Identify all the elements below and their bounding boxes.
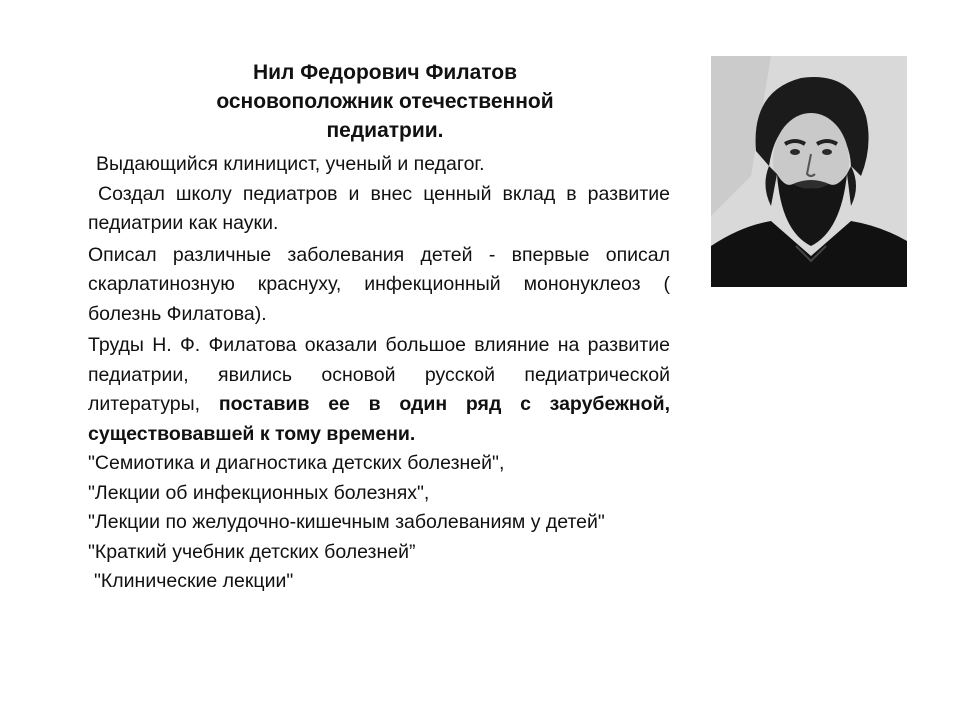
portrait-drawing: [711, 56, 907, 287]
title-line-2: основоположник отечественной: [216, 90, 554, 113]
slide-title: [150, 58, 620, 145]
paragraph-clinician: Выдающийся клиницист, ученый и педагог.: [96, 153, 485, 175]
paragraph-influence: [88, 331, 670, 449]
title-line-1: Нил Федорович Филатов: [252, 61, 518, 84]
work-semiotics: "Семиотика и диагностика детских болезней",: [88, 452, 505, 474]
paragraph-school: Создал школу педиатров и внес ценный вклад в развитие педиатрии как науки.: [88, 182, 670, 234]
influence-text: Труды Н. Ф. Филатова оказали большое влияние на развитие педиатрии, явились основой русской педиатрической литературы,: [88, 334, 670, 415]
work-clinical-lectures: "Клинические лекции": [94, 570, 294, 592]
work-short-textbook: "Краткий учебник детских болезней”: [88, 540, 416, 563]
portrait-image: [711, 56, 907, 287]
work-gastro-lectures: "Лекции по желудочно-кишечным заболеваниям у детей": [88, 511, 605, 533]
work-infectious-lectures: "Лекции об инфекционных болезнях",: [88, 481, 430, 504]
paragraph-diseases: Описал различные заболевания детей - впервые описал скарлатинозную краснуху, инфекционный мононуклеоз ( болезнь Филатова).: [88, 243, 670, 325]
influence-bold-text: поставив ее в один ряд с зарубежной, существовавшей к тому времени.: [88, 393, 670, 445]
slide-body: [88, 150, 670, 597]
title-line-3: педиатрии.: [326, 119, 444, 142]
